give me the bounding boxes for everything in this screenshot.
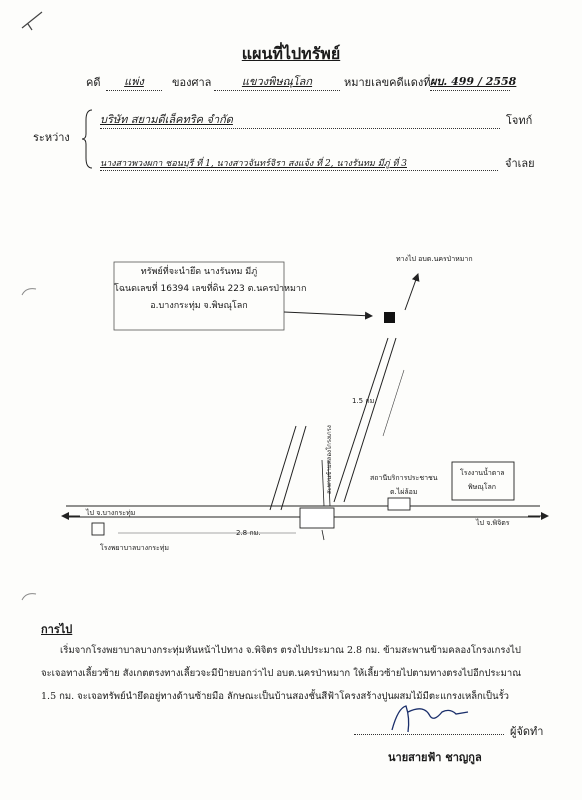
to-obt-label: ทางไป อบต.นครป่าหมาก <box>396 255 473 263</box>
canal-lower-bank <box>322 530 324 540</box>
bridge-label: สะพานข้ามคลองโกรงเกรง <box>326 425 333 494</box>
distance-28-label: 2.8 กม. <box>236 529 261 537</box>
distance-15-label: 1.5 กม. <box>352 397 377 405</box>
side-road-left-edge <box>270 426 296 510</box>
case-type: แพ่ง <box>106 72 162 91</box>
directions-line-2: จะเจอทางเลี้ยวซ้าย สังเกตตรงทางเลี้ยวจะมีป้ายบอกว่าไป อบต.นครป่าหมาก ให้เลี้ยวซ้ายไปตามทางตรงไปอีกประมาณ <box>41 668 522 679</box>
property-pointer-arrow <box>284 312 372 316</box>
page-title: แผนที่ไปทรัพย์ <box>241 44 341 63</box>
court-name: แขวงพิษณุโลก <box>214 72 340 91</box>
obt-direction-arrow <box>405 274 418 310</box>
court-label: ของศาล <box>172 76 212 89</box>
distance-15-bracket <box>383 370 404 436</box>
red-no-label: หมายเลขคดีแดงที่ <box>344 76 431 89</box>
margin-mark-bottom <box>20 590 40 602</box>
health-station-label: สถานีบริการประชาชน <box>370 474 438 482</box>
property-box-line-1: ทรัพย์ที่จะนำยึด นางรันทม มีภู่ <box>140 267 258 277</box>
property-marker <box>384 312 395 323</box>
signer-name: นายสายฟ้า ชาญกูล <box>388 751 482 764</box>
defendants-names: นางสาวพวงผกา ชอนบุรี ที่ 1, นางสาวจันทร์จิรา สงแจ้ง ที่ 2, นางรันทม มีภู่ ที่ 3 <box>100 156 498 171</box>
defendant-role: จำเลย <box>505 157 535 170</box>
health-station-marker <box>388 498 410 510</box>
between-label: ระหว่าง <box>33 131 70 144</box>
to-bangkrathum-label: ไป จ.บางกระทุ่ม <box>86 509 136 517</box>
sugar-factory-line-2: พิษณุโลก <box>468 483 497 491</box>
property-box-line-3: อ.บางกระทุ่ม จ.พิษณุโลก <box>150 301 248 311</box>
corner-mark <box>18 8 48 32</box>
red-case-number: ผบ. 499 / 2558 <box>430 72 510 91</box>
plaintiff-name: บริษัท สยามดีเล็คทริค จำกัด <box>100 110 500 129</box>
station-sublabel: ต.ไผ่ล้อม <box>390 488 418 496</box>
hospital-label: โรงพยาบาลบางกระทุ่ม <box>100 544 170 552</box>
directions-line-1: เริ่มจากโรงพยาบาลบางกระทุ่มหันหน้าไปทาง จ.พิจิตร ตรงไปประมาณ 2.8 กม. ข้ามสะพานข้ามคลองโกรงเกรงไป <box>60 645 521 656</box>
side-road-right-edge <box>281 426 306 510</box>
between-brace <box>80 108 96 170</box>
to-phichit-label: ไป จ.พิจิตร <box>476 519 510 527</box>
sugar-factory-line-1: โรงงานน้ำตาล <box>460 469 505 477</box>
signature-role: ผู้จัดทำ <box>510 725 544 738</box>
directions-line-3: 1.5 กม. จะเจอทรัพย์นำยึดอยู่ทางด้านซ้ายมือ ลักษณะเป็นบ้านสองชั้นสีฟ้าโครงสร้างปูนผสมไม้มีตะแกรงเหล็กเป็นรั้ว <box>41 691 510 702</box>
plaintiff-role: โจทก์ <box>506 114 533 127</box>
signature-line <box>354 724 504 735</box>
case-label: คดี <box>86 76 101 89</box>
directions-heading: การไป <box>41 623 73 636</box>
hospital-marker <box>92 523 104 535</box>
property-box-line-2: โฉนดเลขที่ 16394 เลขที่ดิน 223 ต.นครป่าหมาก <box>114 284 307 294</box>
bridge-box <box>300 508 334 528</box>
